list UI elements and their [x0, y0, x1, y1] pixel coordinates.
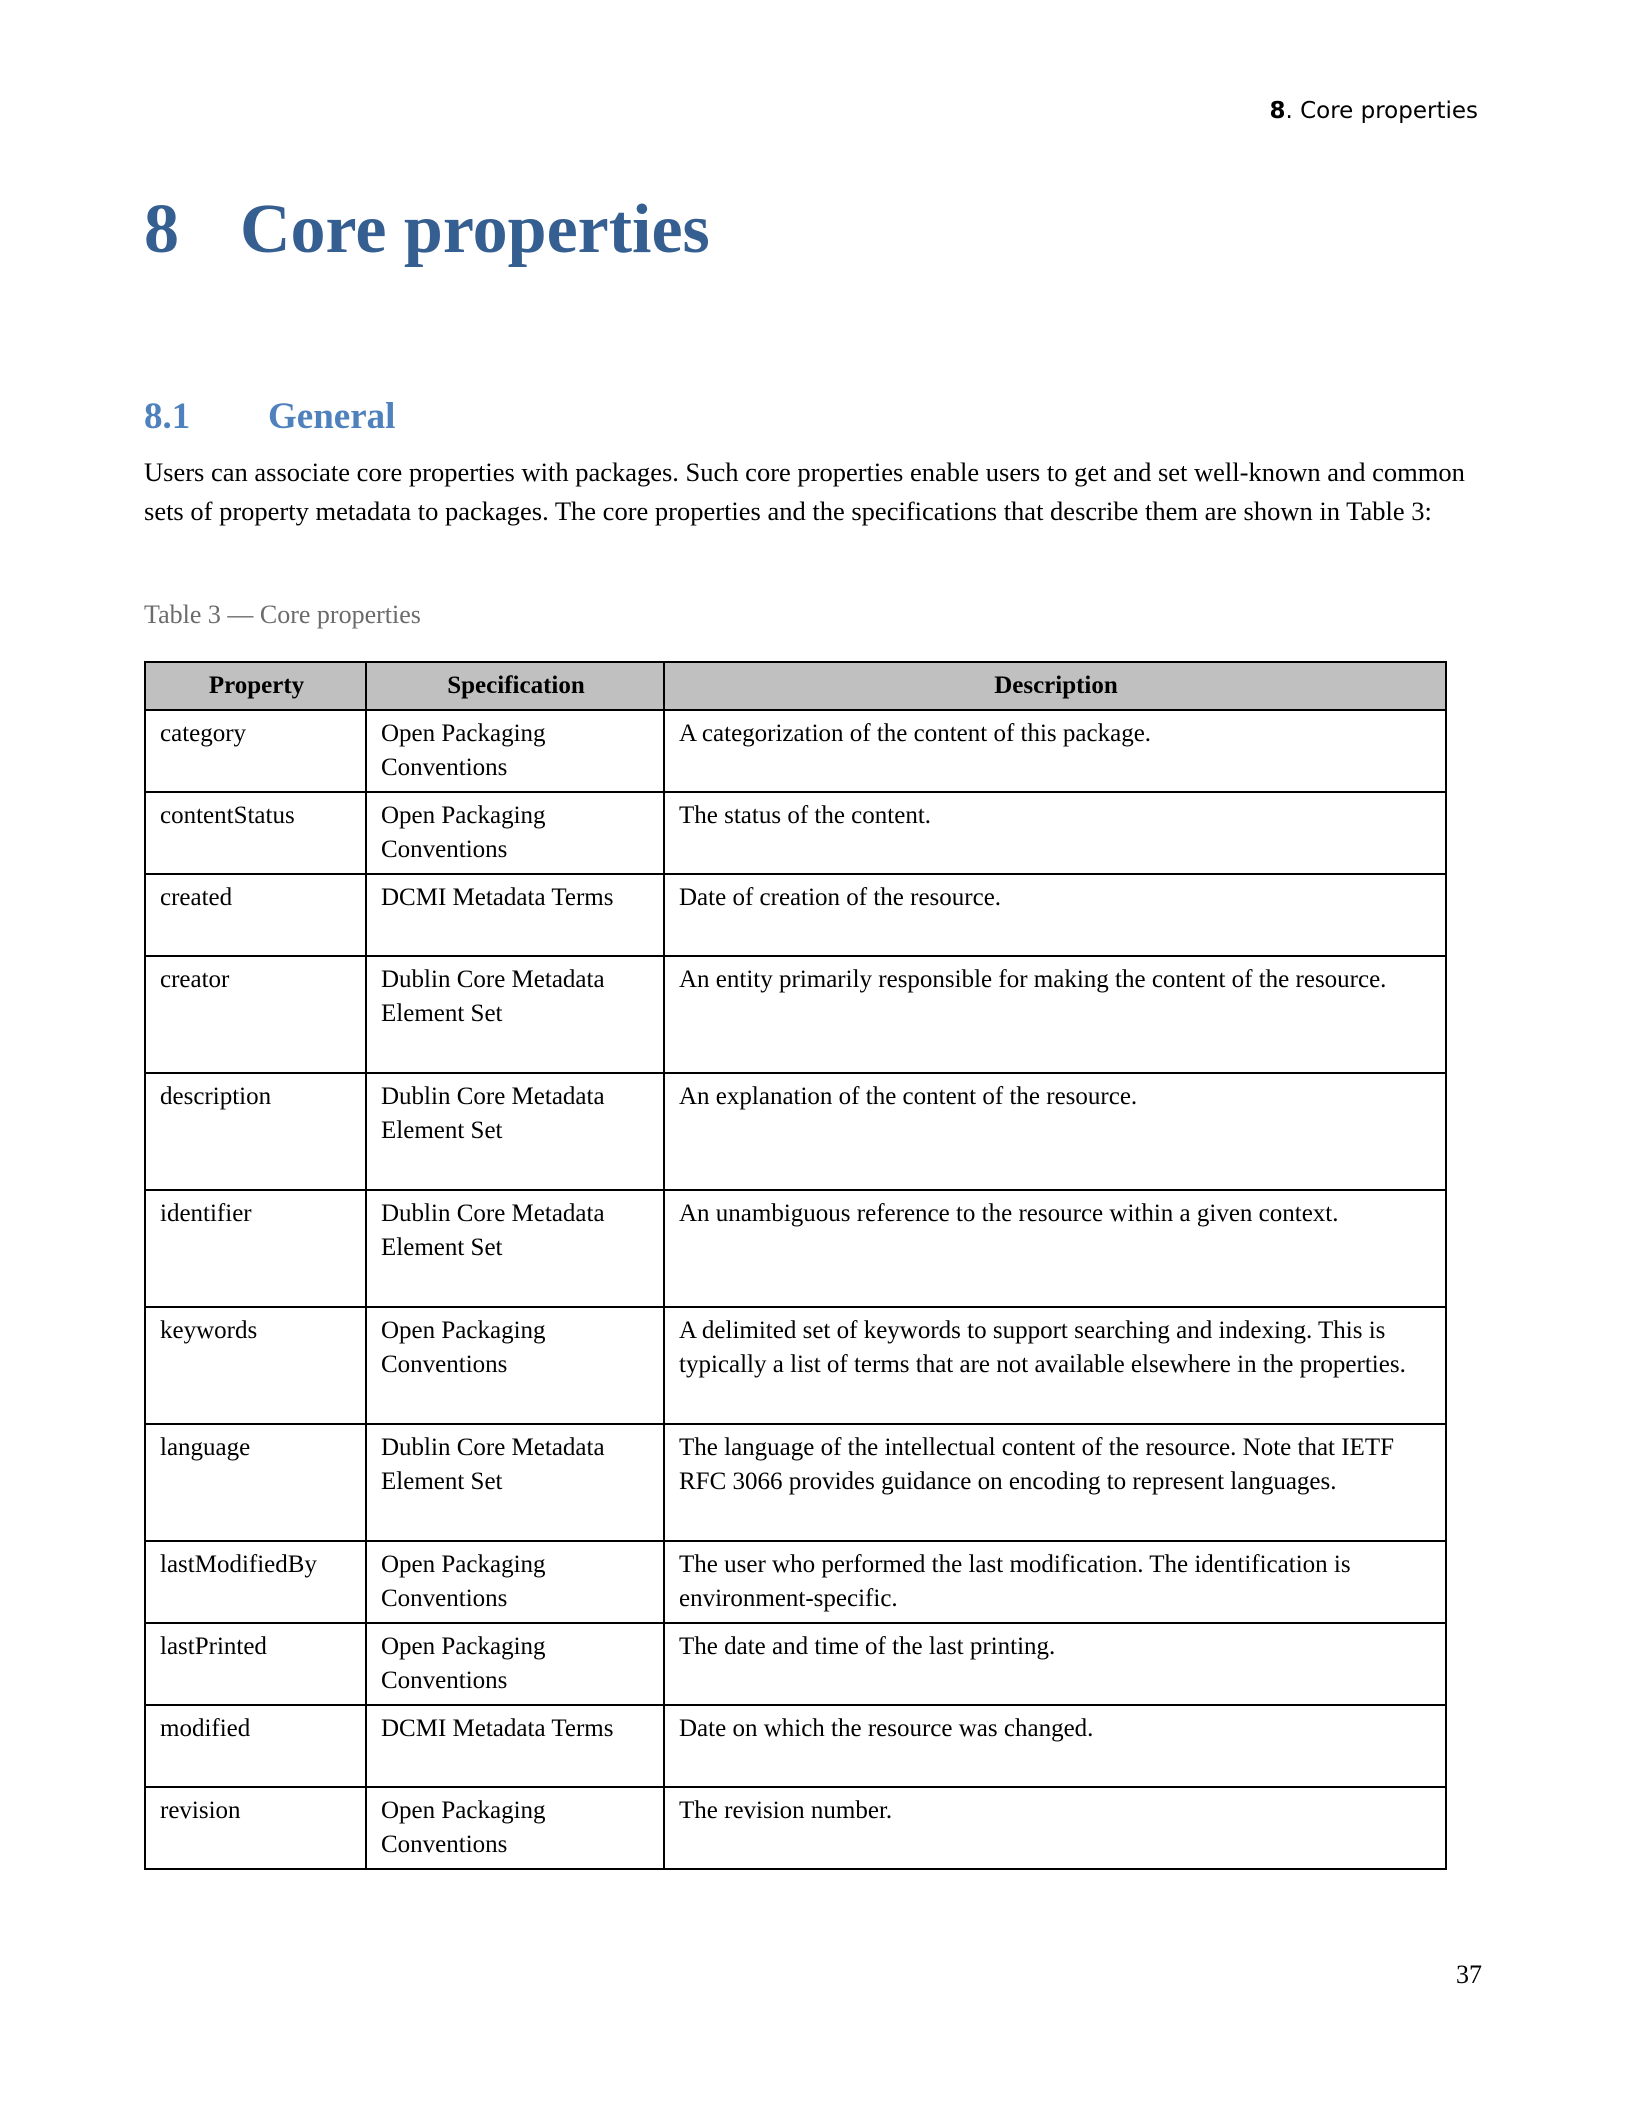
page-number: 37: [1456, 1960, 1482, 1989]
cell-property: identifier: [145, 1190, 366, 1307]
table-row: [145, 1541, 1446, 1623]
chapter-title: Core properties: [240, 191, 710, 268]
column-header-description: Description: [664, 662, 1446, 710]
cell-specification: DCMI Metadata Terms: [366, 874, 664, 956]
chapter-heading: [144, 190, 710, 270]
cell-description: The status of the content.: [664, 792, 1446, 874]
cell-property: modified: [145, 1705, 366, 1787]
cell-property: keywords: [145, 1307, 366, 1424]
column-header-property: Property: [145, 662, 366, 710]
table-row: [145, 1705, 1446, 1787]
cell-property: description: [145, 1073, 366, 1190]
cell-property: category: [145, 710, 366, 792]
cell-specification: Open Packaging Conventions: [366, 1307, 664, 1424]
table-row: [145, 956, 1446, 1073]
table-row: [145, 710, 1446, 792]
cell-property: created: [145, 874, 366, 956]
cell-description: A delimited set of keywords to support searching and indexing. This is typically a list of terms that are not available elsewhere in the properties.: [664, 1307, 1446, 1424]
cell-specification: Dublin Core Metadata Element Set: [366, 1190, 664, 1307]
cell-description: The language of the intellectual content of the resource. Note that IETF RFC 3066 provides guidance on encoding to represent languages.: [664, 1424, 1446, 1541]
section-heading: [144, 394, 395, 440]
chapter-number: 8: [144, 191, 179, 268]
section-number: 8.1: [144, 396, 191, 437]
table-row: [145, 1190, 1446, 1307]
cell-property: language: [145, 1424, 366, 1541]
cell-specification: Open Packaging Conventions: [366, 792, 664, 874]
table-row: [145, 874, 1446, 956]
table-row: [145, 792, 1446, 874]
cell-description: Date on which the resource was changed.: [664, 1705, 1446, 1787]
table-header-row: [145, 662, 1446, 710]
table-caption: Table 3 — Core properties: [144, 600, 421, 629]
table-row: [145, 1073, 1446, 1190]
cell-specification: Dublin Core Metadata Element Set: [366, 956, 664, 1073]
cell-specification: Open Packaging Conventions: [366, 710, 664, 792]
cell-specification: Open Packaging Conventions: [366, 1623, 664, 1705]
cell-description: The user who performed the last modification. The identification is environment-specific.: [664, 1541, 1446, 1623]
cell-property: revision: [145, 1787, 366, 1869]
cell-property: lastModifiedBy: [145, 1541, 366, 1623]
cell-specification: DCMI Metadata Terms: [366, 1705, 664, 1787]
cell-description: A categorization of the content of this package.: [664, 710, 1446, 792]
cell-specification: Dublin Core Metadata Element Set: [366, 1073, 664, 1190]
cell-specification: Open Packaging Conventions: [366, 1541, 664, 1623]
cell-description: An entity primarily responsible for making the content of the resource.: [664, 956, 1446, 1073]
cell-description: Date of creation of the resource.: [664, 874, 1446, 956]
cell-description: The date and time of the last printing.: [664, 1623, 1446, 1705]
running-header-title: . Core properties: [1285, 98, 1478, 124]
running-header-number: 8: [1269, 98, 1286, 124]
running-header: [1269, 98, 1478, 124]
cell-property: contentStatus: [145, 792, 366, 874]
intro-paragraph: Users can associate core properties with packages. Such core properties enable users to get and set well-known and common sets of property metadata to packages. The core properties and the specifications that describe them are shown in Table 3:: [144, 457, 1465, 526]
table-row: [145, 1424, 1446, 1541]
section-title: General: [268, 396, 396, 437]
table-row: [145, 1787, 1446, 1869]
table-row: [145, 1307, 1446, 1424]
core-properties-table: [144, 661, 1447, 1870]
column-header-specification: Specification: [366, 662, 664, 710]
cell-description: The revision number.: [664, 1787, 1446, 1869]
cell-specification: Dublin Core Metadata Element Set: [366, 1424, 664, 1541]
cell-property: creator: [145, 956, 366, 1073]
cell-description: An explanation of the content of the resource.: [664, 1073, 1446, 1190]
cell-property: lastPrinted: [145, 1623, 366, 1705]
cell-description: An unambiguous reference to the resource within a given context.: [664, 1190, 1446, 1307]
cell-specification: Open Packaging Conventions: [366, 1787, 664, 1869]
table-row: [145, 1623, 1446, 1705]
